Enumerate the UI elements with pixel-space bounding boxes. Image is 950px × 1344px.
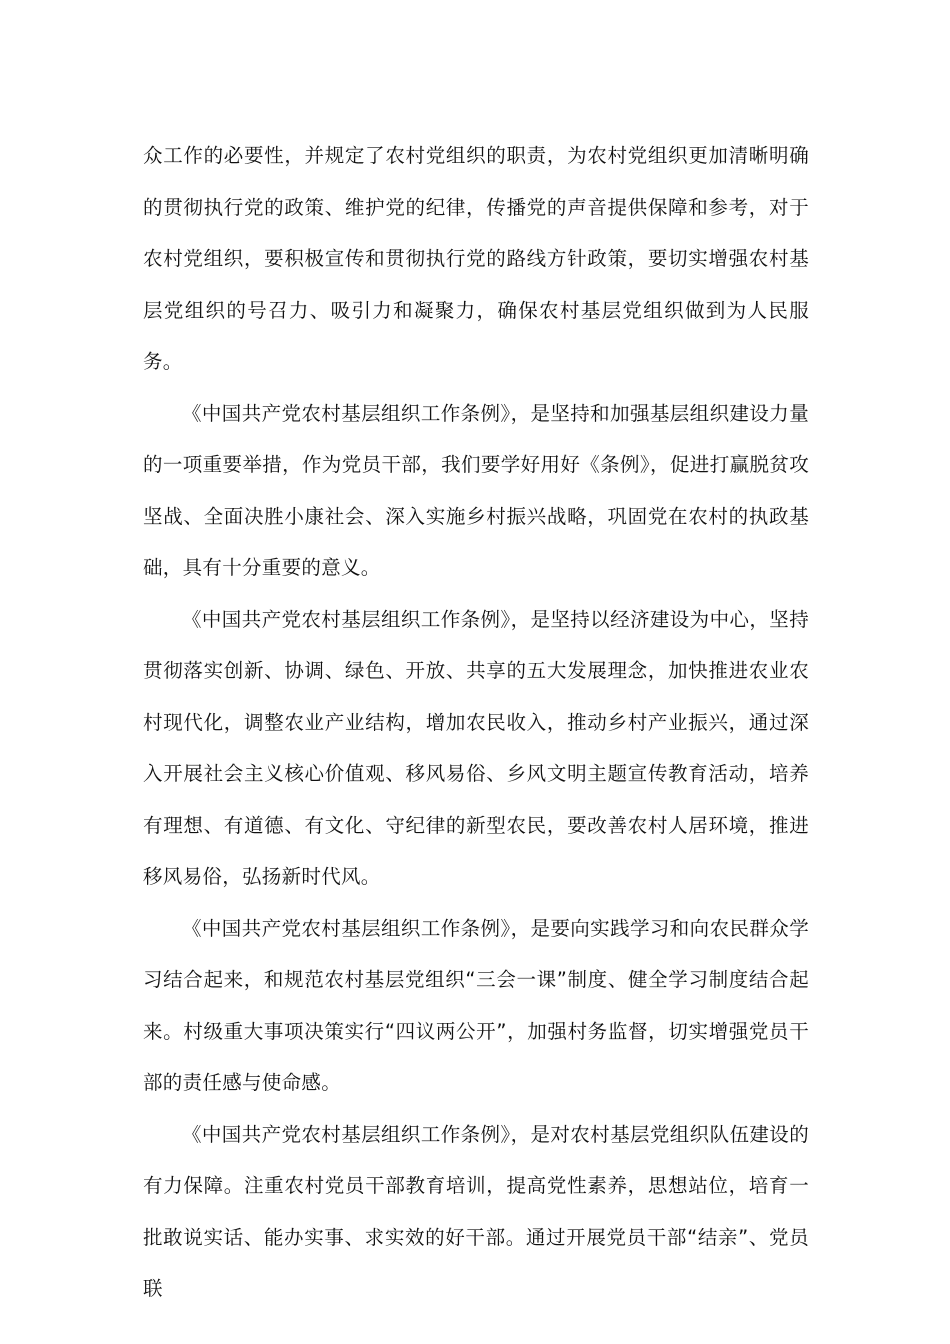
- paragraph-1: 众工作的必要性，并规定了农村党组织的职责，为农村党组织更加清晰明确的贯彻执行党的政策、维护党的纪律，传播党的声音提供保障和参考，对于农村党组织，要积极宣传和贯彻执行党的路线方针政策，要切实增强农村基层党组织的号召力、吸引力和凝聚力，确保农村基层党组织做到为人民服务。: [143, 144, 809, 373]
- paragraph-2: 《中国共产党农村基层组织工作条例》，是坚持和加强基层组织建设力量的一项重要举措，作为党员干部，我们要学好用好《条例》，促进打赢脱贫攻坚战、全面决胜小康社会、深入实施乡村振兴战略，巩固党在农村的执政基础，具有十分重要的意义。: [143, 401, 809, 579]
- document-body: [143, 130, 809, 1315]
- paragraph-4: 《中国共产党农村基层组织工作条例》，是要向实践学习和向农民群众学习结合起来，和规范农村基层党组织“三会一课”制度、健全学习制度结合起来。村级重大事项决策实行“四议两公开”，加强村务监督，切实增强党员干部的责任感与使命感。: [143, 916, 809, 1094]
- paragraph-3: 《中国共产党农村基层组织工作条例》，是坚持以经济建设为中心，坚持贯彻落实创新、协调、绿色、开放、共享的五大发展理念，加快推进农业农村现代化，调整农业产业结构，增加农民收入，推动乡村产业振兴，通过深入开展社会主义核心价值观、移风易俗、乡风文明主题宣传教育活动，培养有理想、有道德、有文化、守纪律的新型农民，要改善农村人居环境，推进移风易俗，弘扬新时代风。: [143, 607, 809, 888]
- paragraph-5: 《中国共产党农村基层组织工作条例》，是对农村基层党组织队伍建设的有力保障。注重农村党员干部教育培训，提高党性素养，思想站位，培育一批敢说实话、能办实事、求实效的好干部。通过开展党员干部“结亲”、党员联: [143, 1122, 809, 1300]
